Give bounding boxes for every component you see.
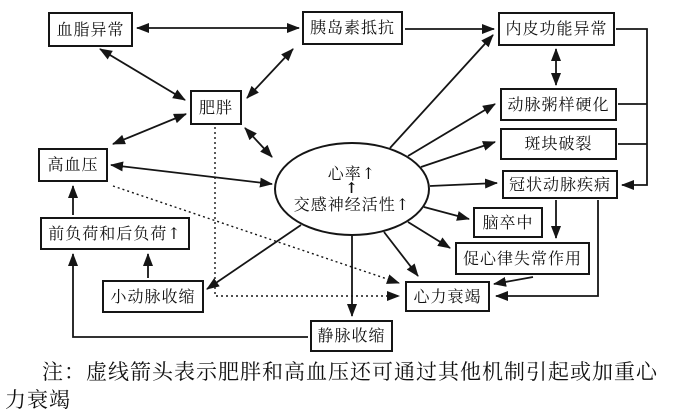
ellipse-heart-rate-label: 心率↑ [327,163,377,183]
edge-ellipse-cad [430,183,497,186]
node-sympathetic-ellipse [274,142,430,236]
edge-ellipse-proarrhythmia [408,222,450,248]
edge-ellipse-heart-failure [384,232,418,276]
node-hypertension: 高血压 [38,148,108,182]
node-endothelial-dysfunction: 内皮功能异常 [498,12,615,46]
node-stroke: 脑卒中 [473,207,543,238]
edge-dyslipidemia-obesity [100,49,185,100]
edge-ellipse-plaque [421,142,495,167]
figure-note [0,358,678,415]
edge-ellipse-arteriolar [207,225,301,289]
ellipse-sympathetic-label: 交感神经活性↑ [293,194,411,214]
node-atherosclerosis: 动脉粥样硬化 [500,88,617,121]
node-dyslipidemia: 血脂异常 [48,12,133,47]
edge-proarrhythmia-heart-failure [494,277,533,284]
node-venous-constriction: 静脉收缩 [310,320,393,352]
edge-hypertension-obesity [113,114,186,144]
edge-right-connector [616,29,647,185]
edge-hypertension-ellipse [111,165,272,184]
edge-ellipse-stroke [424,207,469,219]
up-arrow-icon: ↑ [345,179,359,198]
node-heart-failure: 心力衰竭 [405,281,490,312]
node-obesity: 肥胖 [190,90,242,125]
node-plaque-rupture: 斑块破裂 [500,128,617,160]
node-insulin-resistance: 胰岛素抵抗 [302,11,403,45]
note-line-2: 力衰竭 [5,388,71,413]
node-arteriolar-constriction: 小动脉收缩 [102,280,204,313]
node-preload-afterload: 前负荷和后负荷↑ [40,217,190,250]
edge-obesity-ellipse [245,128,272,157]
note-line-1: 注：虚线箭头表示肥胖和高血压还可通过其他机制引起或加重心 [42,360,658,384]
edge-ellipse-endothelial [390,35,493,148]
node-proarrhythmia: 促心律失常作用 [455,242,590,275]
edge-insulin-obesity [247,49,293,98]
node-coronary-artery-disease: 冠状动脉疾病 [502,170,618,199]
edge-ellipse-atherosclerosis [408,104,495,156]
